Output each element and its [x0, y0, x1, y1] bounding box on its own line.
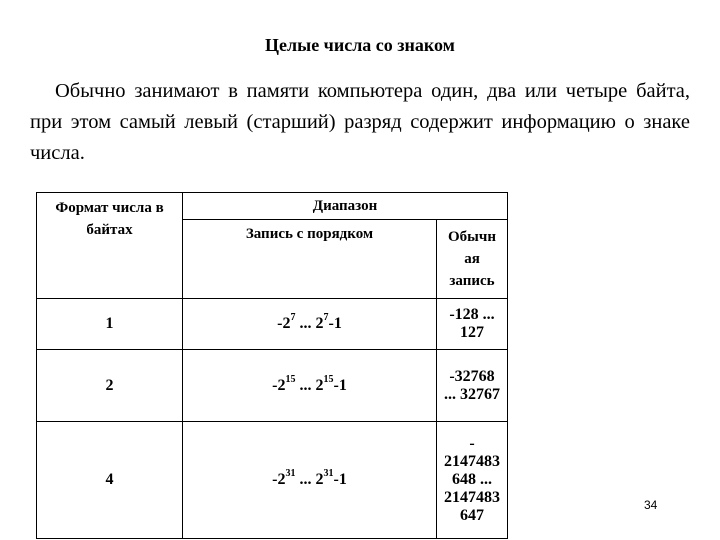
bytes-cell: 2	[37, 350, 183, 422]
normal-cell: -128 ... 127	[437, 299, 508, 350]
header-exp: Запись с порядком	[183, 220, 437, 299]
header-range: Диапазон	[183, 193, 508, 220]
exp-cell: $-2^{15}$ ... $2^{15}-1$	[183, 350, 437, 422]
table-row	[37, 422, 508, 539]
exp-cell: $-2^{31}$ ... $2^{31}-1$	[183, 422, 437, 539]
normal-cell: -32768 ... 32767	[437, 350, 508, 422]
table-row	[37, 350, 508, 422]
normal-cell: - 2147483 648 ... 2147483 647	[437, 422, 508, 539]
header-normal	[437, 220, 508, 299]
bytes-cell: 4	[37, 422, 183, 539]
header-format: Формат числа в байтах	[37, 193, 183, 299]
table-row	[37, 299, 508, 350]
header-normal-line: Обычн	[448, 229, 496, 245]
integer-range-table	[36, 192, 508, 539]
header-normal-line: запись	[449, 273, 495, 289]
intro-paragraph: Обычно занимают в памяти компьютера один, два или четыре байта, при этом самый левый (старший) разряд содержит информацию о знаке числа.	[30, 80, 690, 164]
slide-title: Целые числа со знаком	[265, 35, 455, 55]
bytes-cell: 1	[37, 299, 183, 350]
exp-cell: $-2^7$ ... $2^7-1$	[183, 299, 437, 350]
header-normal-line: ая	[464, 251, 480, 267]
page-number: 34	[644, 498, 658, 512]
